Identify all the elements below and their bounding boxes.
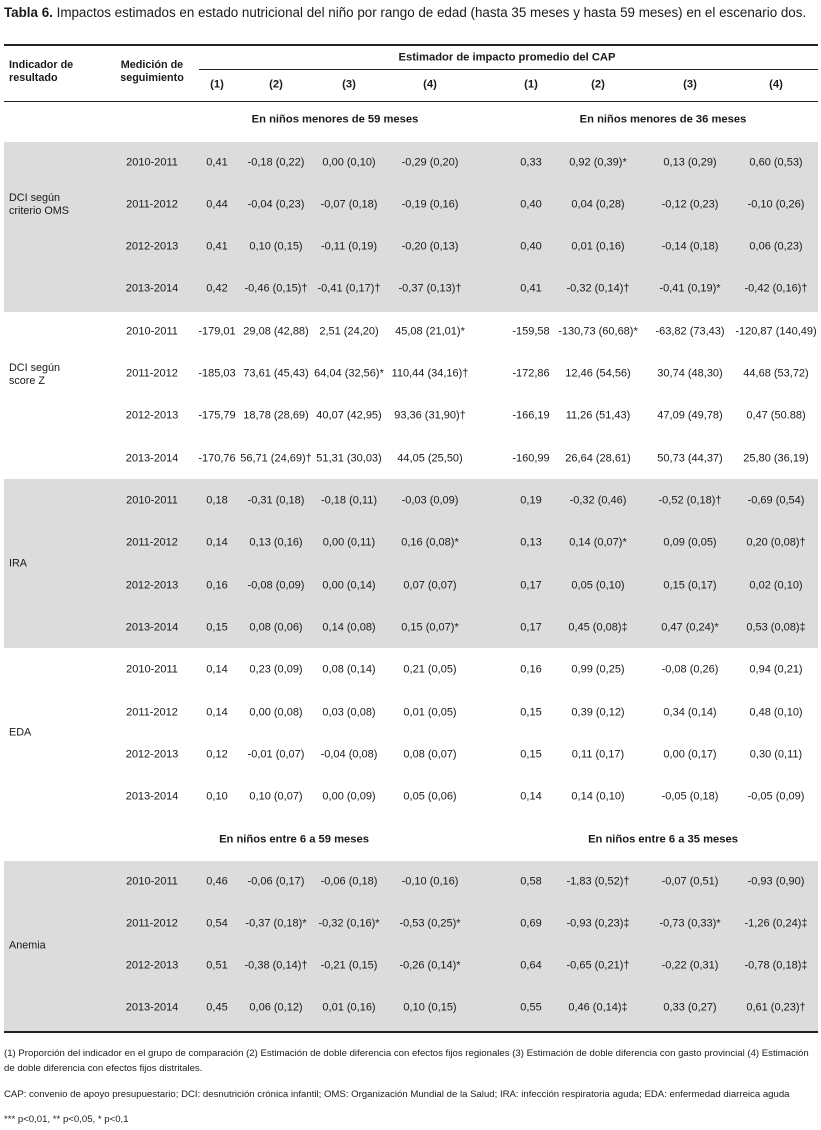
table-cell: -0,46 (0,15)† bbox=[244, 282, 308, 295]
table-cell: 0,15 (0,07)* bbox=[401, 621, 459, 634]
table-cell: 0,00 (0,09) bbox=[322, 790, 376, 803]
table-cell: -0,38 (0,14)† bbox=[244, 959, 308, 972]
table-cell: -0,78 (0,18)‡ bbox=[744, 959, 808, 972]
row-period: 2011-2012 bbox=[126, 367, 178, 380]
table-cell: -0,41 (0,19)* bbox=[659, 282, 721, 295]
table-cell: 0,46 bbox=[206, 875, 228, 888]
table-cell: 0,47 (0,24)* bbox=[661, 621, 719, 634]
table-cell: 0,01 (0,05) bbox=[403, 706, 457, 719]
row-period: 2013-2014 bbox=[125, 621, 179, 634]
table-cell: -0,05 (0,09) bbox=[747, 790, 805, 803]
subheader-under-36: En niños menores de 36 meses bbox=[579, 113, 747, 126]
table-cell: 0,58 bbox=[520, 875, 542, 888]
table-cell: 0,54 bbox=[206, 917, 228, 930]
table-cell: 0,11 (0,17) bbox=[571, 748, 625, 761]
footnote-abbreviations: CAP: convenio de apoyo presupuestario; DCI: desnutrición crónica infantil; OMS: Organización Mundial de la Salud; IRA: infección respiratoria aguda; EDA: enfermedad diarreica aguda bbox=[4, 1089, 790, 1100]
table-cell: 0,00 (0,11) bbox=[322, 536, 376, 549]
caption-text: Impactos estimados en estado nutricional del niño por rango de edad (hasta 35 meses y hasta 59 meses) en el escenario dos. bbox=[52, 5, 807, 20]
group-label: Anemia bbox=[9, 939, 46, 952]
table-cell: -0,11 (0,19) bbox=[320, 240, 378, 253]
table-cell: 0,17 bbox=[520, 621, 542, 634]
table-cell: 0,16 (0,08)* bbox=[401, 536, 459, 549]
table-cell: 0,14 (0,10) bbox=[571, 790, 625, 803]
table-cell: 0,16 bbox=[520, 663, 542, 676]
table-cell: 0,23 (0,09) bbox=[249, 663, 303, 676]
table-cell: 0,06 (0,23) bbox=[749, 240, 803, 253]
table-cell: 0,00 (0,10) bbox=[322, 156, 376, 169]
table-cell: 0,00 (0,14) bbox=[322, 579, 376, 592]
table-cell: -0,32 (0,14)† bbox=[566, 282, 630, 295]
table-cell: 0,46 (0,14)‡ bbox=[568, 1001, 628, 1014]
table-cell: 0,05 (0,06) bbox=[403, 790, 457, 803]
table-cell: 0,03 (0,08) bbox=[322, 706, 376, 719]
table-cell: 0,34 (0,14) bbox=[663, 706, 717, 719]
table-cell: 0,10 bbox=[206, 790, 228, 803]
table-cell: -179,01 bbox=[198, 325, 236, 338]
table-cell: 40,07 (42,95) bbox=[316, 409, 382, 422]
table-cell: -0,19 (0,16) bbox=[401, 198, 459, 211]
table-cell: 25,80 (36,19) bbox=[743, 452, 809, 465]
table-cell: 0,02 (0,10) bbox=[749, 579, 803, 592]
table-cell: -0,14 (0,18) bbox=[661, 240, 719, 253]
table-cell: -0,65 (0,21)† bbox=[566, 959, 630, 972]
row-period: 2011-2012 bbox=[126, 536, 178, 549]
table-cell: 0,51 bbox=[206, 959, 228, 972]
table-cell: 0,10 (0,15) bbox=[403, 1001, 457, 1014]
table-cell: 30,74 (48,30) bbox=[657, 367, 723, 380]
table-cell: -0,20 (0,13) bbox=[401, 240, 459, 253]
group-label: EDA bbox=[9, 726, 32, 739]
row-period: 2010-2011 bbox=[126, 156, 178, 169]
table-cell: 0,15 bbox=[520, 748, 542, 761]
header-estimator-rule bbox=[199, 69, 818, 70]
table-cell: 0,64 bbox=[520, 959, 542, 972]
table-cell: 12,46 (54,56) bbox=[565, 367, 631, 380]
table-cell: 0,08 (0,07) bbox=[403, 748, 457, 761]
table-cell: -0,21 (0,15) bbox=[320, 959, 378, 972]
table-cell: 0,33 (0,27) bbox=[663, 1001, 717, 1014]
table-cell: -0,26 (0,14)* bbox=[399, 959, 461, 972]
table-cell: 0,45 bbox=[206, 1001, 228, 1014]
table-cell: 0,15 (0,17) bbox=[663, 579, 717, 592]
table-cell: -0,53 (0,25)* bbox=[399, 917, 461, 930]
table-cell: -159,58 bbox=[512, 325, 550, 338]
table-cell: 0,14 (0,07)* bbox=[569, 536, 627, 549]
table-bottom-rule bbox=[4, 1031, 818, 1033]
table-cell: 0,13 (0,29) bbox=[663, 156, 717, 169]
row-period: 2012-2013 bbox=[125, 579, 179, 592]
table-cell: 0,92 (0,39)* bbox=[569, 156, 627, 169]
table-cell: 29,08 (42,88) bbox=[243, 325, 309, 338]
table-cell: -0,41 (0,17)† bbox=[317, 282, 381, 295]
table-cell: -0,93 (0,90) bbox=[747, 875, 805, 888]
row-period: 2011-2012 bbox=[126, 917, 178, 930]
table-cell: 0,44 bbox=[206, 198, 228, 211]
row-period: 2013-2014 bbox=[125, 452, 179, 465]
table-cell: 0,14 (0,08) bbox=[322, 621, 376, 634]
header-measurement: Medición de seguimiento bbox=[120, 59, 184, 84]
table-cell: -0,52 (0,18)† bbox=[658, 494, 722, 507]
table-cell: -0,07 (0,18) bbox=[320, 198, 378, 211]
table-cell: 45,08 (21,01)* bbox=[395, 325, 465, 338]
table-cell: 0,33 bbox=[520, 156, 542, 169]
table-cell: 0,40 bbox=[520, 198, 542, 211]
table-cell: 56,71 (24,69)† bbox=[240, 452, 312, 465]
table-cell: -0,03 (0,09) bbox=[401, 494, 459, 507]
table-cell: -0,69 (0,54) bbox=[747, 494, 805, 507]
table-cell: 0,48 (0,10) bbox=[749, 706, 803, 719]
table-cell: -0,93 (0,23)‡ bbox=[566, 917, 630, 930]
row-period: 2013-2014 bbox=[125, 1001, 179, 1014]
table-cell: -185,03 bbox=[198, 367, 236, 380]
table-cell: 0,17 bbox=[520, 579, 542, 592]
table-cell: 0,42 bbox=[206, 282, 228, 295]
table-cell: 110,44 (34,16)† bbox=[391, 367, 469, 380]
table-cell: -0,10 (0,26) bbox=[747, 198, 805, 211]
header-indicator: Indicador de resultado bbox=[9, 59, 74, 84]
table-cell: 0,14 bbox=[206, 706, 228, 719]
table-cell: 0,15 bbox=[206, 621, 228, 634]
table-cell: -0,10 (0,16) bbox=[401, 875, 459, 888]
table-cell: -0,08 (0,26) bbox=[661, 663, 719, 676]
table-cell: -0,04 (0,23) bbox=[247, 198, 305, 211]
table-cell: 0,41 bbox=[520, 282, 542, 295]
table-cell: 0,14 bbox=[520, 790, 542, 803]
table-cell: -0,01 (0,07) bbox=[247, 748, 305, 761]
table-cell: 0,18 bbox=[206, 494, 228, 507]
table-cell: 0,41 bbox=[206, 156, 228, 169]
header-estimator: Estimador de impacto promedio del CAP bbox=[398, 51, 616, 64]
column-header: (4) bbox=[769, 78, 783, 91]
table-cell: 0,16 bbox=[206, 579, 228, 592]
table-cell: 0,08 (0,14) bbox=[322, 663, 376, 676]
table-cell: -0,31 (0,18) bbox=[247, 494, 305, 507]
group-label: DCI según criterio OMS bbox=[9, 192, 69, 217]
table-cell: -0,42 (0,16)† bbox=[744, 282, 808, 295]
table-cell: -0,12 (0,23) bbox=[661, 198, 719, 211]
row-period: 2010-2011 bbox=[126, 325, 178, 338]
table-cell: 0,99 (0,25) bbox=[571, 663, 625, 676]
table-cell: 0,01 (0,16) bbox=[322, 1001, 376, 1014]
table-cell: -175,79 bbox=[198, 409, 236, 422]
table-cell: -0,06 (0,18) bbox=[320, 875, 378, 888]
table-cell: 0,60 (0,53) bbox=[749, 156, 803, 169]
table-cell: -0,37 (0,13)† bbox=[398, 282, 462, 295]
table-cell: 0,21 (0,05) bbox=[403, 663, 457, 676]
table-cell: 93,36 (31,90)† bbox=[394, 409, 466, 422]
table-cell: 64,04 (32,56)* bbox=[314, 367, 384, 380]
table-cell: -0,07 (0,51) bbox=[661, 875, 719, 888]
subheader-under-59: En niños menores de 59 meses bbox=[251, 113, 419, 126]
table-cell: -0,05 (0,18) bbox=[661, 790, 719, 803]
table-cell: -0,22 (0,31) bbox=[661, 959, 719, 972]
table-cell: -0,32 (0,16)* bbox=[318, 917, 380, 930]
table-cell: -170,76 bbox=[198, 452, 236, 465]
table-cell: -0,18 (0,22) bbox=[247, 156, 305, 169]
table-cell: 11,26 (51,43) bbox=[565, 409, 631, 422]
row-period: 2010-2011 bbox=[126, 875, 178, 888]
column-header: (4) bbox=[423, 78, 437, 91]
column-header: (2) bbox=[269, 78, 283, 91]
table-cell: 0,13 bbox=[520, 536, 542, 549]
table-cell: 47,09 (49,78) bbox=[657, 409, 723, 422]
row-period: 2011-2012 bbox=[126, 198, 178, 211]
table-top-rule bbox=[4, 44, 818, 46]
table-cell: 0,61 (0,23)† bbox=[746, 1001, 806, 1014]
table-cell: -172,86 bbox=[512, 367, 550, 380]
row-period: 2012-2013 bbox=[125, 240, 179, 253]
column-header: (3) bbox=[683, 78, 697, 91]
table-cell: 0,07 (0,07) bbox=[403, 579, 457, 592]
subheader-6-to-59: En niños entre 6 a 59 meses bbox=[219, 833, 369, 846]
table-cell: -63,82 (73,43) bbox=[655, 325, 725, 338]
row-period: 2010-2011 bbox=[126, 663, 178, 676]
table-cell: 0,10 (0,07) bbox=[249, 790, 303, 803]
row-period: 2012-2013 bbox=[125, 409, 179, 422]
table-cell: 51,31 (30,03) bbox=[316, 452, 382, 465]
table-cell: 0,40 bbox=[520, 240, 542, 253]
table-cell: -130,73 (60,68)* bbox=[558, 325, 638, 338]
table-cell: 0,45 (0,08)‡ bbox=[568, 621, 628, 634]
table-cell: -0,37 (0,18)* bbox=[245, 917, 307, 930]
group-label: IRA bbox=[9, 557, 27, 570]
table-cell: 0,47 (50.88) bbox=[746, 409, 806, 422]
table-cell: 73,61 (45,43) bbox=[243, 367, 309, 380]
table-cell: 0,94 (0,21) bbox=[749, 663, 803, 676]
row-period: 2013-2014 bbox=[125, 282, 179, 295]
table-caption bbox=[4, 4, 819, 21]
table-cell: -0,08 (0,09) bbox=[247, 579, 305, 592]
table-cell: -1,83 (0,52)† bbox=[566, 875, 630, 888]
table-cell: -120,87 (140,49) bbox=[735, 325, 817, 338]
table-cell: 0,00 (0,17) bbox=[663, 748, 717, 761]
row-period: 2010-2011 bbox=[126, 494, 178, 507]
footnote-columns: (1) Proporción del indicador en el grupo de comparación (2) Estimación de doble diferencia con efectos fijos regionales (3) Estimación de doble diferencia con gasto provincial (4) Estimación de doble diferencia con efectos fijos distritales. bbox=[4, 1048, 809, 1074]
column-header: (2) bbox=[591, 78, 605, 91]
table-cell: 0,69 bbox=[520, 917, 542, 930]
caption-label: Tabla 6. bbox=[4, 5, 53, 20]
table-cell: -0,18 (0,11) bbox=[320, 494, 378, 507]
table-cell: 0,30 (0,11) bbox=[749, 748, 803, 761]
row-period: 2012-2013 bbox=[125, 748, 179, 761]
table-cell: 0,01 (0,16) bbox=[571, 240, 625, 253]
table-cell: 0,12 bbox=[206, 748, 228, 761]
table-cell: -1,26 (0,24)‡ bbox=[744, 917, 808, 930]
table-cell: -0,73 (0,33)* bbox=[659, 917, 721, 930]
group-label: DCI según score Z bbox=[9, 362, 61, 387]
table-cell: 0,19 bbox=[520, 494, 542, 507]
table-cell: 0,14 bbox=[206, 663, 228, 676]
table-cell: 0,06 (0,12) bbox=[249, 1001, 303, 1014]
table-cell: 44,68 (53,72) bbox=[743, 367, 809, 380]
table-cell: 0,04 (0,28) bbox=[571, 198, 625, 211]
footnote-significance: *** p<0,01, ** p<0,05, * p<0,1 bbox=[4, 1114, 129, 1125]
table-cell: 0,20 (0,08)† bbox=[746, 536, 806, 549]
table-cell: 0,05 (0,10) bbox=[571, 579, 625, 592]
table-cell: -0,32 (0,46) bbox=[569, 494, 627, 507]
column-header: (3) bbox=[342, 78, 356, 91]
column-header: (1) bbox=[210, 78, 224, 91]
table-cell: -160,99 bbox=[512, 452, 550, 465]
table-cell: 26,64 (28,61) bbox=[565, 452, 631, 465]
table-cell: 0,10 (0,15) bbox=[249, 240, 303, 253]
table-cell: 50,73 (44,37) bbox=[657, 452, 723, 465]
table-cell: 44,05 (25,50) bbox=[397, 452, 463, 465]
subheader-6-to-35: En niños entre 6 a 35 meses bbox=[588, 833, 738, 846]
header-bottom-rule bbox=[4, 101, 818, 102]
row-period: 2012-2013 bbox=[125, 959, 179, 972]
table-cell: 0,15 bbox=[520, 706, 542, 719]
table-cell: 0,39 (0,12) bbox=[571, 706, 625, 719]
table-cell: 0,55 bbox=[520, 1001, 542, 1014]
row-period: 2013-2014 bbox=[125, 790, 179, 803]
table-cell: 0,00 (0,08) bbox=[249, 706, 303, 719]
table-cell: 0,08 (0,06) bbox=[249, 621, 303, 634]
table-cell: 2,51 (24,20) bbox=[319, 325, 379, 338]
table-cell: -0,04 (0,08) bbox=[320, 748, 378, 761]
table-cell: 0,53 (0,08)‡ bbox=[746, 621, 806, 634]
table-cell: -0,06 (0,17) bbox=[247, 875, 305, 888]
table-cell: 0,41 bbox=[206, 240, 228, 253]
table-cell: -166,19 bbox=[512, 409, 550, 422]
row-period: 2011-2012 bbox=[126, 706, 178, 719]
table-cell: 0,14 bbox=[206, 536, 228, 549]
table-cell: 18,78 (28,69) bbox=[243, 409, 309, 422]
table-cell: -0,29 (0,20) bbox=[401, 156, 459, 169]
table-cell: 0,09 (0,05) bbox=[663, 536, 717, 549]
column-header: (1) bbox=[524, 78, 538, 91]
table-cell: 0,13 (0,16) bbox=[249, 536, 303, 549]
